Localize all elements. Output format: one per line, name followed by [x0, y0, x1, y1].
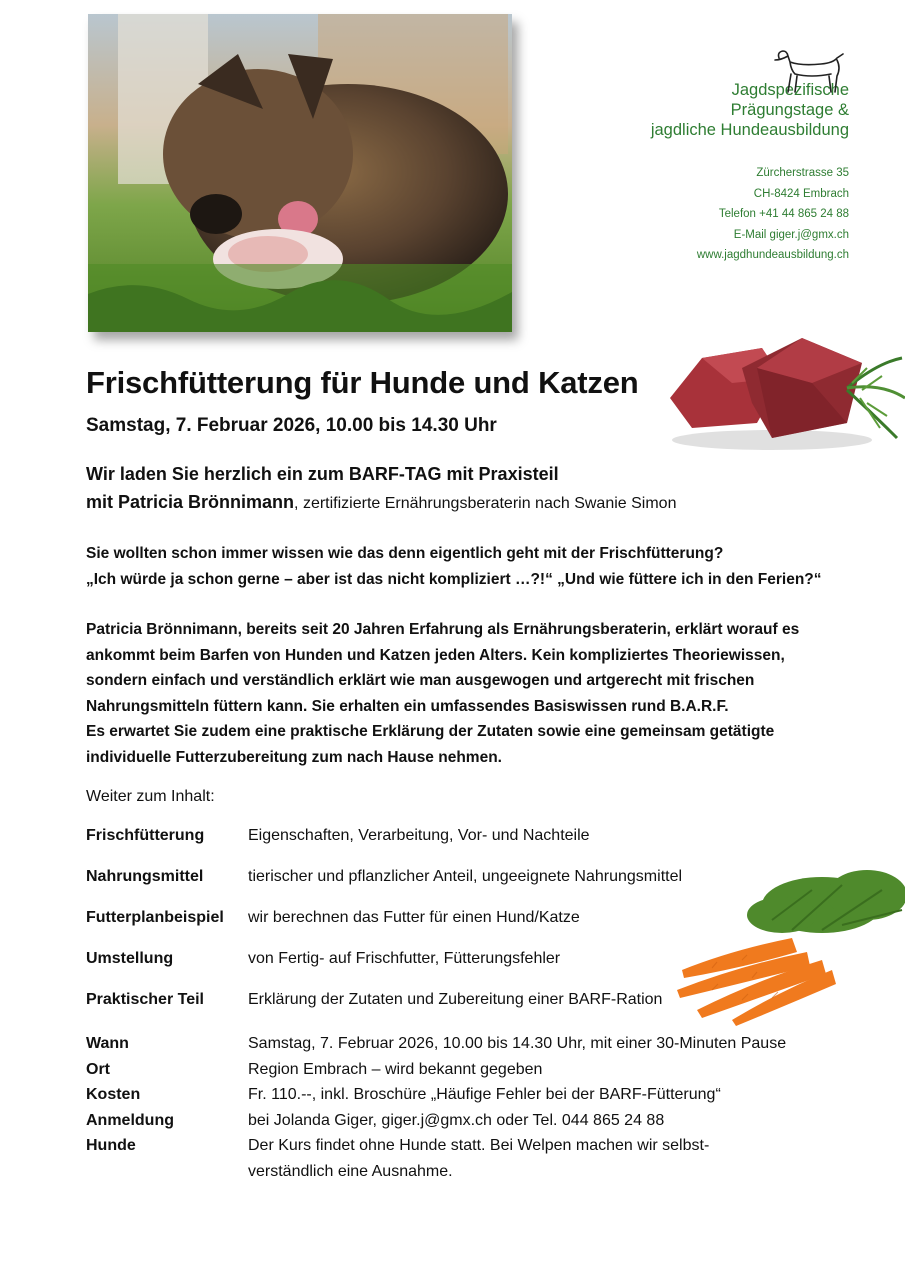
contents-key: Nahrungsmittel	[86, 868, 204, 885]
event-date: Samstag, 7. Februar 2026, 10.00 bis 14.30 Uhr	[86, 415, 497, 436]
logo-block	[651, 48, 849, 140]
details-value: Samstag, 7. Februar 2026, 10.00 bis 14.30 Uhr, mit einer 30-Minuten Pause	[248, 1035, 787, 1052]
contact-web[interactable]: www.jagdhundeausbildung.ch	[696, 249, 849, 261]
meat-image	[662, 328, 905, 456]
contact-street: Zürcherstrasse 35	[756, 167, 849, 179]
invitation	[86, 460, 676, 518]
paragraph-line: Nahrungsmitteln füttern kann. Sie erhalten ein umfassendes Basiswissen rund B.A.R.F.	[86, 697, 729, 715]
invite-line-1: Wir laden Sie herzlich ein zum BARF-TAG mit Praxisteil	[86, 464, 559, 484]
question-line-1: Sie wollten schon immer wissen wie das denn eigentlich geht mit der Frischfütterung?	[86, 545, 724, 562]
invite-line-2	[86, 488, 676, 518]
event-details	[86, 1031, 846, 1184]
paragraph-line: individuelle Futterzubereitung zum nach Hause nehmen.	[86, 748, 502, 766]
contact-email[interactable]: E-Mail giger.j@gmx.ch	[733, 228, 849, 241]
logo-line-1: Jagdspezifische	[731, 81, 849, 99]
dog-silhouette-icon	[771, 48, 849, 96]
contact-city: CH-8424 Embrach	[753, 187, 849, 200]
paragraph-line: Patricia Brönnimann, bereits seit 20 Jahren Erfahrung als Ernährungsberaterin, erklärt worauf es	[86, 621, 800, 638]
details-key: Kosten	[86, 1086, 141, 1103]
paragraph-line: ankommt beim Barfen von Hunden und Katzen jeden Alters. Kein kompliziertes Theoriewissen,	[86, 646, 785, 664]
contents-key: Umstellung	[86, 950, 174, 967]
details-value: Fr. 110.--, inkl. Broschüre „Häufige Fehler bei der BARF-Fütterung“	[248, 1086, 721, 1103]
details-value: Der Kurs findet ohne Hunde statt. Bei Welpen machen wir selbst-	[248, 1137, 710, 1154]
page-title: Frischfütterung für Hunde und Katzen	[86, 365, 639, 400]
details-key: Wann	[86, 1035, 129, 1052]
speaker-title: , zertifizierte Ernährungsberaterin nach Swanie Simon	[294, 495, 677, 512]
details-value: Region Embrach – wird bekannt gegeben	[248, 1060, 543, 1078]
contents-value: Erklärung der Zutaten und Zubereitung einer BARF-Ration	[248, 991, 663, 1008]
details-key: Ort	[86, 1060, 110, 1078]
contact-phone: Telefon +41 44 865 24 88	[718, 208, 849, 220]
details-key: Hunde	[86, 1137, 136, 1154]
details-row	[86, 1082, 846, 1108]
contents-value: von Fertig- auf Frischfutter, Fütterungsfehler	[248, 950, 561, 967]
carrots-image	[672, 860, 905, 1040]
questions	[86, 541, 822, 593]
details-value: bei Jolanda Giger, giger.j@gmx.ch oder Tel. 044 865 24 88	[248, 1111, 665, 1129]
contents-heading: Weiter zum Inhalt:	[86, 788, 215, 805]
details-key: Anmeldung	[86, 1111, 174, 1129]
details-row	[86, 1108, 846, 1134]
description-paragraph	[86, 617, 826, 770]
logo-line-3: jagdliche Hundeausbildung	[650, 121, 849, 139]
contact-block	[697, 163, 849, 266]
details-row	[86, 1133, 846, 1184]
paragraph-line: sondern einfach und verständlich erklärt wie man ausgewogen und artgerecht mit frischen	[86, 672, 755, 689]
dog-eating-photo	[88, 14, 512, 332]
contents-value: wir berechnen das Futter für einen Hund/Katze	[248, 909, 580, 926]
details-value-continued: verständlich eine Ausnahme.	[248, 1162, 453, 1180]
contents-value: tierischer und pflanzlicher Anteil, ungeeignete Nahrungsmittel	[248, 868, 683, 885]
contents-key: Frischfütterung	[86, 827, 205, 844]
contents-key: Praktischer Teil	[86, 991, 204, 1008]
logo-line-2: Prägungstage &	[730, 101, 849, 119]
contents-value: Eigenschaften, Verarbeitung, Vor- und Nachteile	[248, 827, 590, 844]
speaker-name: mit Patricia Brönnimann	[86, 492, 295, 512]
question-line-2: „Ich würde ja schon gerne – aber ist das nicht kompliziert …?!“ „Und wie füttere ich in den Ferien?“	[86, 571, 822, 588]
details-row	[86, 1031, 846, 1057]
contents-key: Futterplanbeispiel	[86, 909, 224, 926]
details-row	[86, 1057, 846, 1083]
paragraph-line: Es erwartet Sie zudem eine praktische Erklärung der Zutaten sowie eine gemeinsam getätigte	[86, 723, 775, 740]
